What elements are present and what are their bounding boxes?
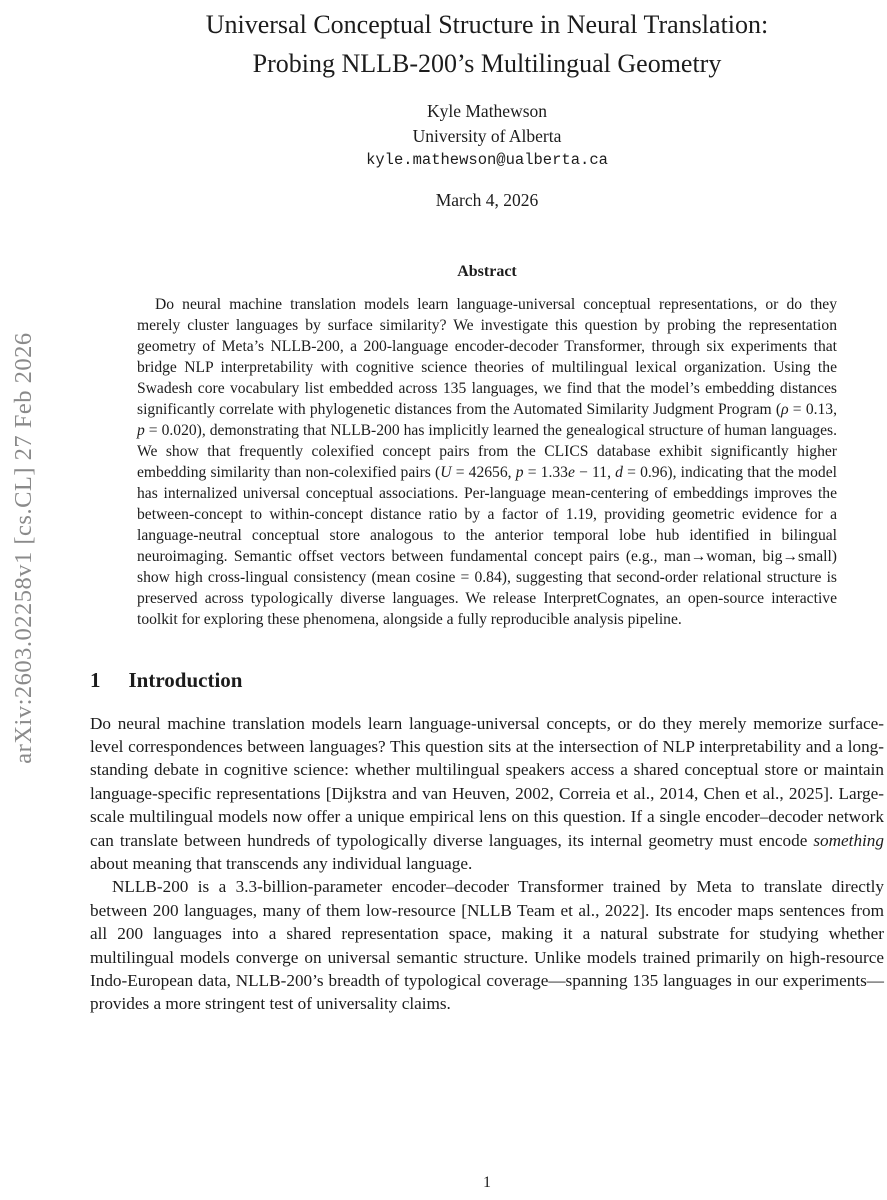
paper-title-line2: Probing NLLB-200’s Multilingual Geometry (252, 49, 722, 78)
abstract-text: Do neural machine translation models learn language-universal conceptual representations, or do they merely cluster languages by surface similarity? We investigate this question by probing the representation geometry of Meta’s NLLB-200, a 200-language encoder-decoder Transformer, through six experiments that bridge NLP interpretability with cognitive science theories of multilingual lexical organization. Using the Swadesh core vocabulary list embedded across 135 languages, we find that the model’s embedding distances significantly correlate with phylogenetic distances from the Automated Similarity Judgment Program (ρ = 0.13, p = 0.020), demonstrating that NLLB-200 has implicitly learned the genealogical structure of human languages. We show that frequently colexified concept pairs from the CLICS database exhibit significantly higher embedding similarity than non-colexified pairs (U = 42656, p = 1.33e − 11, d = 0.96), indicating that the model has internalized universal conceptual associations. Per-language mean-centering of embeddings improves the between-concept to within-concept distance ratio by a factor of 1.19, providing geometric evidence for a language-neutral conceptual store analogous to the anterior temporal lobe hub identified in bilingual neuroimaging. Semantic offset vectors between fundamental concept pairs (e.g., man→woman, big→small) show high cross-lingual consistency (mean cosine = 0.84), suggesting that second-order relational structure is preserved across typologically diverse languages. We release InterpretCognates, an open-source interactive toolkit for exploring these phenomena, alongside a fully reproducible analysis pipeline. (137, 295, 838, 628)
intro-paragraph-1: Do neural machine translation models learn language-universal concepts, or do they merely memorize surface-level correspondences between languages? This question sits at the intersection of NLP interpretability and a long-standing debate in cognitive science: whether multilingual speakers access a shared conceptual store or maintain language-specific representations [Dijkstra and van Heuven, 2002, Correia et al., 2014, Chen et al., 2025]. Large-scale multilingual models now offer a unique empirical lens on this question. If a single encoder–decoder network can translate between hundreds of typologically diverse languages, its internal geometry must encode something about meaning that transcends any individual language. (90, 713, 884, 873)
abstract-section (137, 263, 837, 630)
section-number: 1 (90, 667, 101, 692)
section-title: Introduction (128, 667, 243, 692)
author-name: Kyle Mathewson (426, 101, 548, 121)
page-number: 1 (483, 1174, 491, 1191)
section-heading-introduction (90, 668, 884, 693)
author-block (90, 99, 884, 173)
author-affiliation: University of Alberta (412, 125, 562, 146)
author-email: kyle.mathewson@ualberta.ca (366, 151, 608, 169)
paper-date: March 4, 2026 (435, 189, 539, 210)
intro-paragraph-2: NLLB-200 is a 3.3-billion-parameter encoder–decoder Transformer trained by Meta to translate directly between 200 languages, many of them low-resource [NLLB Team et al., 2022]. Its encoder maps sentences from all 200 languages into a shared representation space, making it a natural substrate for studying whether multilingual models converge on universal semantic structure. Unlike models trained primarily on high-resource Indo-European data, NLLB-200’s breadth of typological coverage—spanning 135 languages in our experiments—provides a more stringent test of universality claims. (90, 877, 884, 1014)
abstract-heading: Abstract (457, 262, 517, 280)
paper-title-line1: Universal Conceptual Structure in Neural Translation: (205, 10, 769, 39)
paper-content (90, 0, 884, 1016)
arxiv-watermark: arXiv:2603.02258v1 [cs.CL] 27 Feb 2026 (10, 332, 37, 764)
paper-title (90, 5, 884, 83)
